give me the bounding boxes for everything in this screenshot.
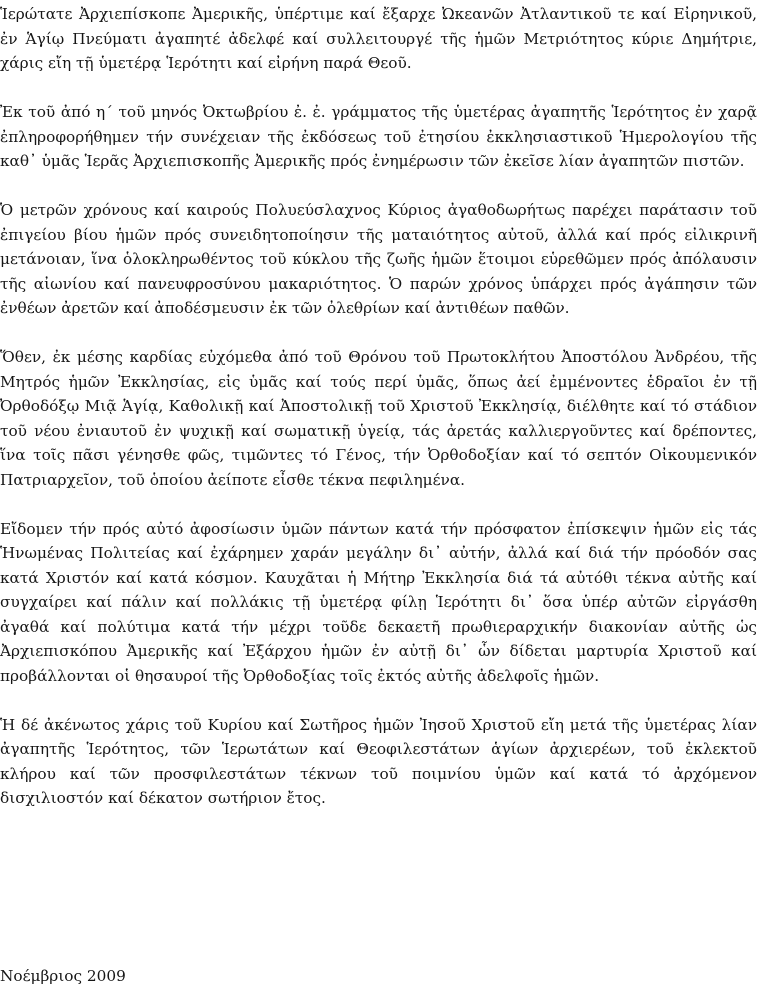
- letter-closing-paragraph: Ἡ δέ ἀκένωτος χάρις τοῦ Κυρίου καί Σωτῆρος ἡμῶν Ἰησοῦ Χριστοῦ εἴη μετά τῆς ὑμετέρας λίαν ἀγαπητῆς Ἱερότητος, τῶν Ἱερωτάτων καί Θεοφιλεστάτων ἁγίων ἀρχιερέων, τοῦ ἐκλεκτοῦ κλήρου καί τῶν προσφιλεστάτων τέκνων τοῦ ποιμνίου ὑμῶν καί κατά τό ἀρχόμενον δισχιλιοστόν καί δέκατον σωτήριον ἔτος.: [0, 715, 757, 807]
- letter-paragraph-3: Ὁ μετρῶν χρόνους καί καιρούς Πολυεύσλαχνος Κύριος ἀγαθοδωρήτως παρέχει παράτασιν τοῦ ἐπιγείου βίου ἡμῶν πρός συνειδητοποίησιν τῆς ματαιότητος αὐτοῦ, ἀλλά καί πρός εἰλικρινῆ μετάνοιαν, ἵνα ὁλοκληρωθέντος τοῦ κύκλου τῆς ζωῆς ἡμῶν ἕτοιμοι εὑρεθῶμεν πρός ἀπόλαυσιν τῆς αἰωνίου καί πανευφροσύνου μακαριότητος. Ὁ παρών χρόνος ὑπάρχει πρός ἀγάπησιν τῶν ἐνθέων ἀρετῶν καί ἀποδέσμευσιν ἐκ τῶν ὀλεθρίων καί ἀντιθέων παθῶν.: [0, 201, 757, 317]
- letter-paragraph-5: Εἴδομεν τήν πρός αὐτό ἀφοσίωσιν ὑμῶν πάντων κατά τήν πρόσφατον ἐπίσκεψιν ἡμῶν εἰς τάς Ἡνωμένας Πολιτείας καί ἐχάρημεν χαράν μεγάλην δι᾽ αὐτήν, ἀλλά καί διά τήν πρόοδόν σας κατά Χριστόν καί κατά κόσμον. Καυχᾶται ἡ Μήτηρ Ἐκκλησία διά τά αὐτόθι τέκνα αὐτῆς καί συγχαίρει καί πάλιν καί πολλάκις τῇ ὑμετέρᾳ φίλῃ Ἱερότητι δι᾽ ὅσα ὑπέρ αὐτῶν εἰργάσθη ἀγαθά καί πολύτιμα κατά τήν μέχρι τοῦδε δεκαετῆ πρωθιεραρχικήν διακονίαν αὐτῆς ὡς Ἀρχιεπισκόπου Ἀμερικῆς καί Ἐξάρχου ἡμῶν ἐν αὐτῇ δι᾽ ὧν δίδεται μαρτυρία Χριστοῦ καί προβάλλονται οἱ θησαυροί τῆς Ὀρθοδοξίας τοῖς ἐκτός αὐτῆς ἀδελφοῖς ἡμῶν.: [0, 519, 757, 685]
- letter-date: Νοέμβριος 2009: [0, 967, 126, 985]
- letter-paragraph-2: Ἐκ τοῦ ἀπό η΄ τοῦ μηνός Ὀκτωβρίου ἐ. ἐ. γράμματος τῆς ὑμετέρας ἀγαπητῆς Ἱερότητος ἐν χαρᾷ ἐπληροφορήθημεν τήν συνέχειαν τῆς ἐκδόσεως τοῦ ἐτησίου ἐκκλησιαστικοῦ Ἡμερολογίου τῆς καθ᾽ ὑμᾶς Ἱερᾶς Ἀρχιεπισκοπῆς Ἀμερικῆς πρός ἐνημέρωσιν τῶν ἐκεῖσε λίαν ἀγαπητῶν πιστῶν.: [0, 103, 757, 170]
- letter-paragraph-4: Ὅθεν, ἐκ μέσης καρδίας εὐχόμεθα ἀπό τοῦ Θρόνου τοῦ Πρωτοκλήτου Ἀποστόλου Ἀνδρέου, τῆς Μητρός ἡμῶν Ἐκκλησίας, εἰς ὑμᾶς καί τούς περί ὑμᾶς, ὅπως ἀεί ἐμμένοντες ἑδραῖοι ἐν τῇ Ὀρθοδόξῳ Μιᾷ Ἁγίᾳ, Καθολικῇ καί Ἀποστολικῇ τοῦ Χριστοῦ Ἐκκλησίᾳ, διέλθητε καί τό στάδιον τοῦ νέου ἐνιαυτοῦ ἐν ψυχικῇ καί σωματικῇ ὑγείᾳ, τάς ἀρετάς καλλιεργοῦντες καί δρέποντες, ἵνα τοῖς πᾶσι γένησθε φῶς, τιμῶντες τό Γένος, τήν Ὀρθοδοξίαν καί τό σεπτόν Οἰκουμενικόν Πατριαρχεῖον, τοῦ ὁποίου ἀείποτε εἶσθε τέκνα πεφιλημένα.: [0, 348, 757, 489]
- letter-salutation-paragraph: Ἱερώτατε Ἀρχιεπίσκοπε Ἀμερικῆς, ὑπέρτιμε καί ἔξαρχε Ὠκεανῶν Ἀτλαντικοῦ τε καί Εἰρηνικοῦ, ἐν Ἁγίῳ Πνεύματι ἀγαπητέ ἀδελφέ καί συλλειτουργέ τῆς ἡμῶν Μετριότητος κύριε Δημήτριε, χάρις εἴη τῇ ὑμετέρᾳ Ἱερότητι καί εἰρήνη παρά Θεοῦ.: [0, 5, 757, 72]
